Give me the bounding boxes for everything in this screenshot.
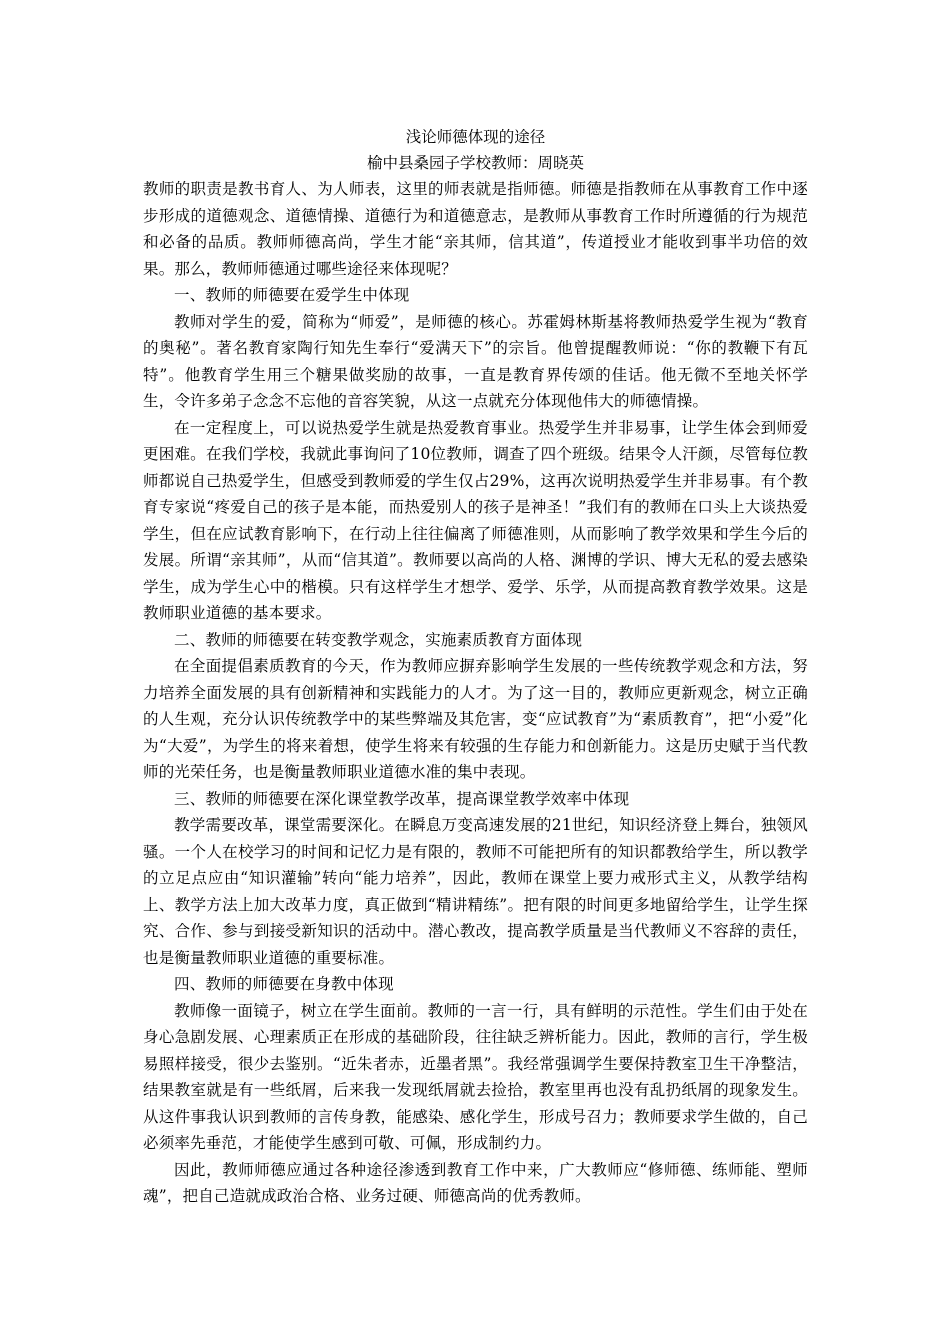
section-heading-2: 二、教师的师德要在转变教学观念，实施素质教育方面体现 — [174, 630, 583, 649]
conclusion-paragraph: 因此，教师师德应通过各种途径渗透到教育工作中来，广大教师应“修师德、练师能、塑师魂”，把自己造就成政治合格、业务过硬、师德高尚的优秀教师。 — [143, 1160, 808, 1205]
section-heading-1: 一、教师的师德要在爱学生中体现 — [174, 286, 410, 304]
body-paragraph: 在全面提倡素质教育的今天，作为教师应摒弃影响学生发展的一些传统教学观念和方法，努力培养全面发展的具有创新精神和实践能力的人才。为了这一目的，教师应更新观念，树立正确的人生观，充分认识传统教学中的某些弊端及其危害，变“应试教育”为“素质教育”，把“小爱”化为“大爱”，为学生的将来着想，使学生将来有较强的生存能力和创新能力。这是历史赋于当代教师的光荣任务，也是衡量教师职业道德水准的集中表现。 — [143, 657, 808, 781]
body-paragraph: 教学需要改革，课堂需要深化。在瞬息万变高速发展的21世纪，知识经济登上舞台，独领风骚。一个人在校学习的时间和记忆力是有限的，教师不可能把所有的知识都教给学生，所以教学的立足点应由“知识灌输”转向“能力培养”，因此，教师在课堂上要力戒形式主义，从教学结构上、教学方法上加大改革力度，真正做到“精讲精练”。把有限的时间更多地留给学生，让学生探究、合作、参与到接受新知识的活动中。潜心教改，提高教学质量是当代教师义不容辞的责任，也是衡量教师职业道德的重要标准。 — [143, 816, 808, 967]
body-paragraph: 在一定程度上，可以说热爱学生就是热爱教育事业。热爱学生并非易事，让学生体会到师爱更困难。在我们学校，我就此事询问了10位教师，调查了四个班级。结果令人汗颜，尽管每位教师都说自己热爱学生，但感受到教师爱的学生仅占29%，这再次说明热爱学生并非易事。有个教育专家说“疼爱自己的孩子是本能，而热爱别人的孩子是神圣！”我们有的教师在口头上大谈热爱学生，但在应试教育影响下，在行动上往往偏离了师德准则，从而影响了教学效果和学生今后的发展。所谓“亲其师”，从而“信其道”。教师要以高尚的人格、渊博的学识、博大无私的爱去感染学生，成为学生心中的楷模。只有这样学生才想学、爱学、乐学，从而提高教育教学效果。这是教师职业道德的基本要求。 — [143, 418, 808, 622]
intro-paragraph: 教师的职责是教书育人、为人师表，这里的师表就是指师德。师德是指教师在从事教育工作中逐步形成的道德观念、道德情操、道德行为和道德意志，是教师从事教育工作时所遵循的行为规范和必备的品质。教师师德高尚，学生才能“亲其师，信其道”，传道授业才能收到事半功倍的效果。那么，教师师德通过哪些途径来体现呢？ — [143, 180, 808, 278]
section-heading-4: 四、教师的师德要在身教中体现 — [174, 975, 394, 993]
body-paragraph: 教师像一面镜子，树立在学生面前。教师的一言一行，具有鲜明的示范性。学生们由于处在身心急剧发展、心理素质正在形成的基础阶段，往往缺乏辨析能力。因此，教师的言行，学生极易照样接受，很少去鉴别。“近朱者赤，近墨者黑”。我经常强调学生要保持教室卫生干净整洁，结果教室就是有一些纸屑，后来我一发现纸屑就去捡拾，教室里再也没有乱扔纸屑的现象发生。从这件事我认识到教师的言传身教，能感染、感化学生，形成号召力；教师要求学生做的，自己必须率先垂范，才能使学生感到可敬、可佩，形成制约力。 — [143, 1001, 808, 1152]
author-line: 榆中县桑园子学校教师：周晓英 — [366, 154, 584, 172]
section-heading-3: 三、教师的师德要在深化课堂教学改革，提高课堂教学效率中体现 — [174, 789, 630, 808]
body-paragraph: 教师对学生的爱，简称为“师爱”，是师德的核心。苏霍姆林斯基将教师热爱学生视为“教育的奥秘”。著名教育家陶行知先生奉行“爱满天下”的宗旨。他曾提醒教师说：“你的教鞭下有瓦特”。他教育学生用三个糖果做奖励的故事，一直是教育界传颂的佳话。他无微不至地关怀学生，令许多弟子念念不忘他的音容笑貌，从这一点就充分体现他伟大的师德情操。 — [143, 312, 808, 410]
document-page — [143, 124, 808, 1210]
document-title: 浅论师德体现的途径 — [405, 128, 546, 146]
